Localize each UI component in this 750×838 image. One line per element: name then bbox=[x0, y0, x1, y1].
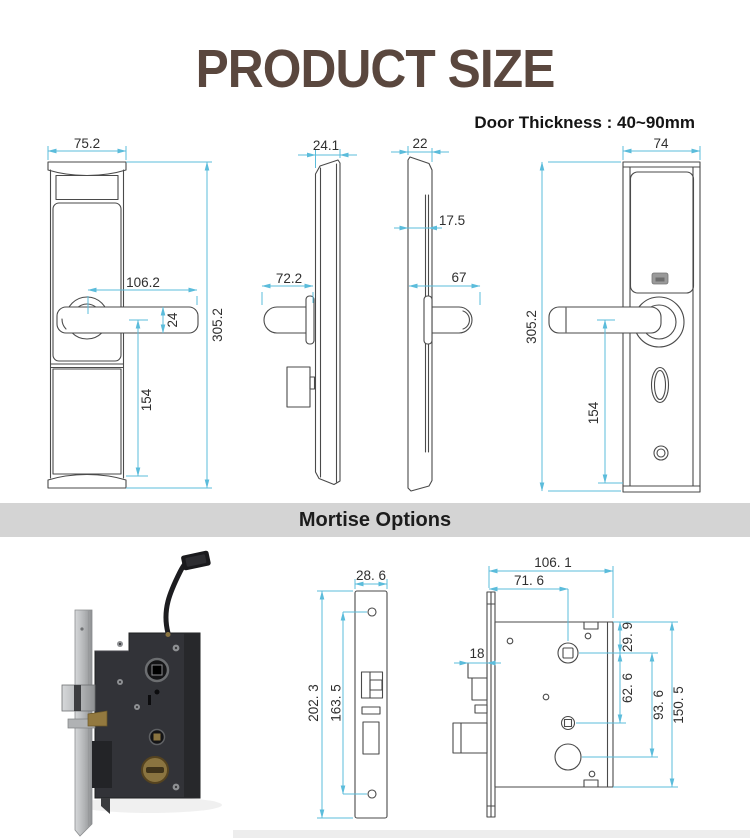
faceplate-drawing bbox=[355, 591, 387, 818]
door-thickness-note: Door Thickness : 40~90mm bbox=[474, 113, 695, 132]
dim-exterior-height: 305.2 bbox=[210, 308, 225, 342]
mortise-body-drawing bbox=[453, 592, 613, 817]
exterior-handle-profile bbox=[264, 307, 310, 333]
interior-front-view bbox=[549, 162, 700, 492]
page-title: PRODUCT SIZE bbox=[195, 39, 555, 99]
card-reader-icon-slot bbox=[656, 278, 665, 282]
dim-handle-to-bottom: 154 bbox=[139, 388, 154, 412]
dim-exterior-thickness: 24.1 bbox=[312, 138, 340, 153]
dim-interior-handle-to-bottom: 154 bbox=[586, 401, 601, 425]
dim-handle-length: 106.2 bbox=[126, 275, 160, 290]
interior-side-dimensions bbox=[391, 136, 480, 305]
dim-exterior-width: 75.2 bbox=[73, 136, 101, 151]
dim-interior-handle-projection: 67 bbox=[451, 270, 467, 285]
interior-side-view bbox=[408, 157, 472, 491]
mortise-options-label: Mortise Options bbox=[298, 509, 452, 531]
dim-faceplate-width: 28. 6 bbox=[355, 568, 387, 583]
dim-body-backset: 71. 6 bbox=[513, 573, 545, 588]
dim-handle-width: 24 bbox=[165, 312, 180, 328]
dim-spindle-to-hub: 62. 6 bbox=[620, 672, 635, 704]
dim-interior-width: 74 bbox=[653, 136, 669, 151]
exterior-side-view bbox=[264, 160, 340, 485]
dim-top-to-spindle: 29. 9 bbox=[620, 621, 635, 653]
dim-spindle-to-cylinder: 93. 6 bbox=[651, 689, 666, 721]
dim-faceplate-screw-spacing: 163. 5 bbox=[328, 684, 344, 722]
mortise-lock-photo bbox=[62, 550, 222, 836]
latch-bolt-drawing bbox=[468, 663, 487, 678]
dim-latch-width: 18 bbox=[469, 646, 485, 661]
dim-interior-height: 305.2 bbox=[524, 310, 539, 344]
dim-plate-offset: 17.5 bbox=[438, 213, 466, 228]
dim-faceplate-height: 202. 3 bbox=[306, 684, 321, 722]
dim-body-height: 150. 5 bbox=[671, 686, 686, 724]
connector-cable bbox=[166, 559, 191, 633]
dim-body-width: 106. 1 bbox=[534, 555, 572, 570]
dim-interior-thickness: 22 bbox=[412, 136, 428, 151]
dim-exterior-handle-projection: 72.2 bbox=[275, 271, 303, 286]
deadbolt-drawing bbox=[453, 723, 487, 753]
photo-deadlatch bbox=[88, 711, 107, 726]
cable-connector bbox=[181, 550, 212, 570]
exterior-side-dimensions bbox=[262, 138, 357, 305]
interior-handle-profile bbox=[432, 307, 472, 333]
